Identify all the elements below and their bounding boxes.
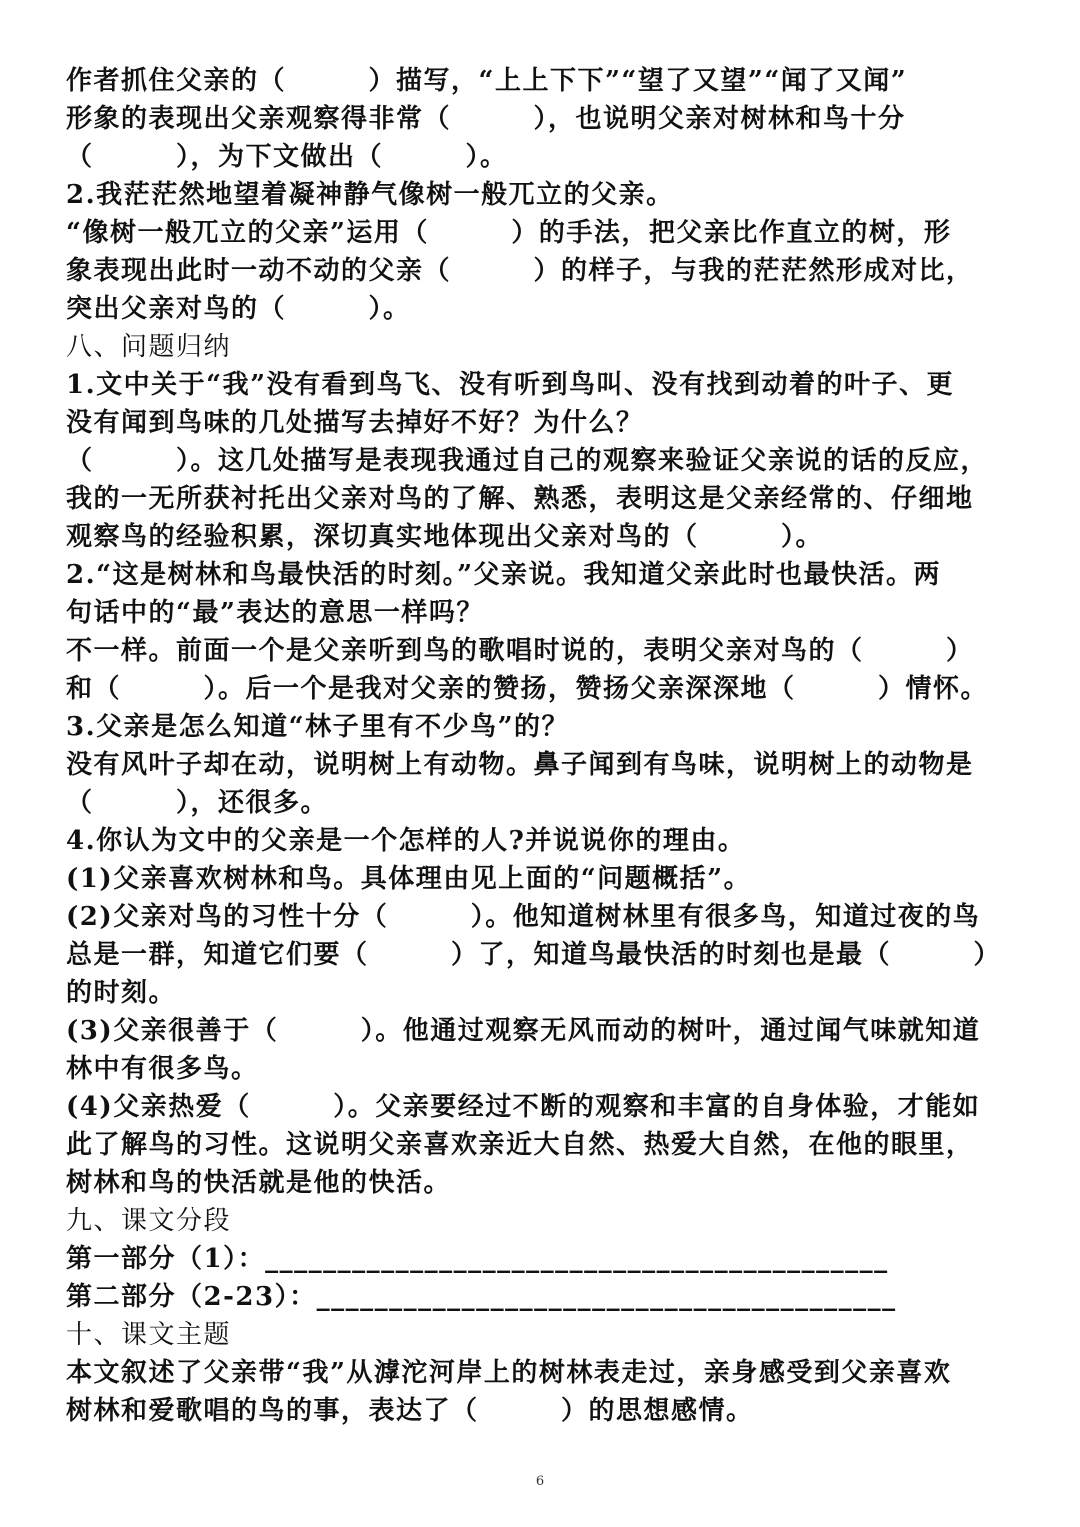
part-two-line: 第二部分（2-23）：________________________________________ xyxy=(66,1282,897,1312)
text-line: 林中有很多鸟。 xyxy=(66,1054,259,1084)
text-line: （ ）。这几处描写是表现我通过自己的观察来验证父亲说的话的反应， xyxy=(66,446,989,476)
text-line: 象表现出此时一动不动的父亲（ ）的样子，与我的茫茫然形成对比， xyxy=(66,256,974,286)
text-line: （ ），还很多。 xyxy=(66,788,329,818)
theme-text: 树林和爱歌唱的鸟的事，表达了（ ）的思想感情。 xyxy=(66,1396,754,1426)
text-line: 我的一无所获衬托出父亲对鸟的了解、熟悉，表明这是父亲经常的、仔细地 xyxy=(66,484,974,514)
section-heading-10: 十、课文主题 xyxy=(66,1320,232,1350)
answer-item-1: (1)父亲喜欢树林和鸟。具体理由见上面的“问题概括”。 xyxy=(66,864,752,894)
question-4-title: 4.你认为文中的父亲是一个怎样的人?并说说你的理由。 xyxy=(66,826,746,856)
answer-item-4: (4)父亲热爱（ ）。父亲要经过不断的观察和丰富的自身体验，才能如 xyxy=(66,1092,981,1122)
text-line: 句话中的“最”表达的意思一样吗？ xyxy=(66,598,484,628)
text-line: 没有闻到鸟味的几处描写去掉好不好？为什么？ xyxy=(66,408,644,438)
text-line: 观察鸟的经验积累，深切真实地体现出父亲对鸟的（ ）。 xyxy=(66,522,824,552)
question-2-title: 2.“这是树林和鸟最快活的时刻。”父亲说。我知道父亲此时也最快活。两 xyxy=(66,560,942,590)
text-line: “像树一般兀立的父亲”运用（ ）的手法，把父亲比作直立的树，形 xyxy=(66,218,952,248)
answer-item-2: (2)父亲对鸟的习性十分（ ）。他知道树林里有很多鸟，知道过夜的鸟 xyxy=(66,902,981,932)
text-line: 不一样。前面一个是父亲听到鸟的歌唱时说的，表明父亲对鸟的（ ） xyxy=(66,636,974,666)
section-heading-9: 九、课文分段 xyxy=(66,1206,232,1236)
theme-text: 本文叙述了父亲带“我”从滹沱河岸上的树林表走过，亲身感受到父亲喜欢 xyxy=(66,1358,952,1388)
question-1-title: 1.文中关于“我”没有看到鸟飞、没有听到鸟叫、没有找到动着的叶子、更 xyxy=(66,370,955,400)
document-body xyxy=(66,62,1016,1430)
text-line: 的时刻。 xyxy=(66,978,177,1008)
question-3-title: 3.父亲是怎么知道“林子里有不少鸟”的？ xyxy=(66,712,570,742)
text-line: 总是一群，知道它们要（ ）了，知道鸟最快活的时刻也是最（ ） xyxy=(66,940,1002,970)
text-line: 形象的表现出父亲观察得非常（ ），也说明父亲对树林和鸟十分 xyxy=(66,104,906,134)
text-line: 突出父亲对鸟的（ ）。 xyxy=(66,294,411,324)
section-heading-8: 八、问题归纳 xyxy=(66,332,232,362)
page-number: 6 xyxy=(535,1474,545,1489)
part-one-line: 第一部分（1）：___________________________________________ xyxy=(66,1244,889,1274)
text-line: 和（ ）。后一个是我对父亲的赞扬，赞扬父亲深深地（ ）情怀。 xyxy=(66,674,989,704)
text-line: 树林和鸟的快活就是他的快活。 xyxy=(66,1168,452,1198)
text-line: 没有风叶子却在动，说明树上有动物。鼻子闻到有鸟味，说明树上的动物是 xyxy=(66,750,974,780)
text-line: 作者抓住父亲的（ ）描写，“上上下下”“望了又望”“闻了又闻” xyxy=(66,66,908,96)
answer-item-3: (3)父亲很善于（ ）。他通过观察无风而动的树叶，通过闻气味就知道 xyxy=(66,1016,981,1046)
text-line: （ ），为下文做出（ ）。 xyxy=(66,142,508,172)
question-2-title: 2.我茫茫然地望着凝神静气像树一般兀立的父亲。 xyxy=(66,180,674,210)
text-line: 此了解鸟的习性。这说明父亲喜欢亲近大自然、热爱大自然，在他的眼里， xyxy=(66,1130,974,1160)
